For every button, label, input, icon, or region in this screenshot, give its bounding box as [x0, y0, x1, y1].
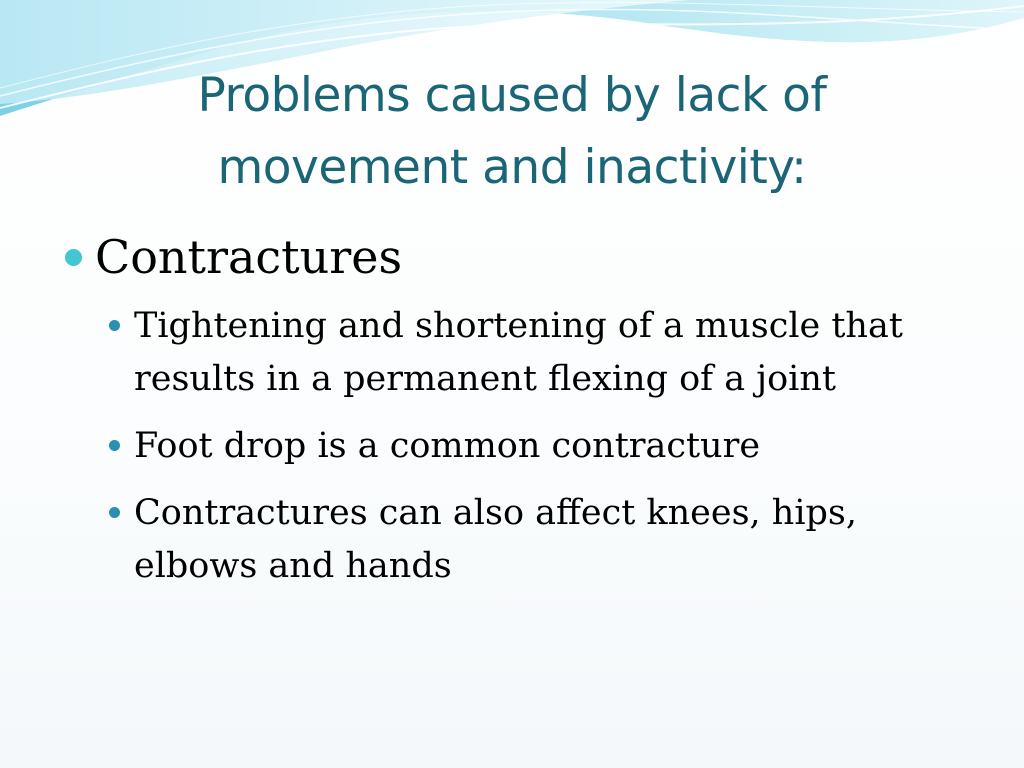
sub-bullet-text: Foot drop is a common contracture [134, 426, 761, 466]
slide-title [0, 60, 1024, 204]
bullet-dot-icon [109, 440, 120, 451]
bullet-dot-icon [109, 507, 120, 518]
sub-bullet-list [103, 300, 962, 593]
bullet-dot-icon [109, 320, 120, 331]
sub-bullet-item [103, 420, 962, 473]
title-line-2: movement and inactivity: [217, 140, 807, 195]
sub-bullet-text: Tightening and shortening of a muscle that results in a permanent flexing of a joint [134, 306, 903, 399]
bullet-dot-icon [65, 249, 82, 266]
bullet-list [62, 228, 962, 607]
sub-bullet-text: Contractures can also affect knees, hips, elbows and hands [134, 493, 858, 586]
main-bullet-item [62, 228, 962, 286]
main-bullet-text: Contractures [95, 230, 403, 284]
sub-bullet-item [103, 487, 962, 593]
sub-bullet-item [103, 300, 962, 406]
title-line-1: Problems caused by lack of [197, 68, 827, 123]
